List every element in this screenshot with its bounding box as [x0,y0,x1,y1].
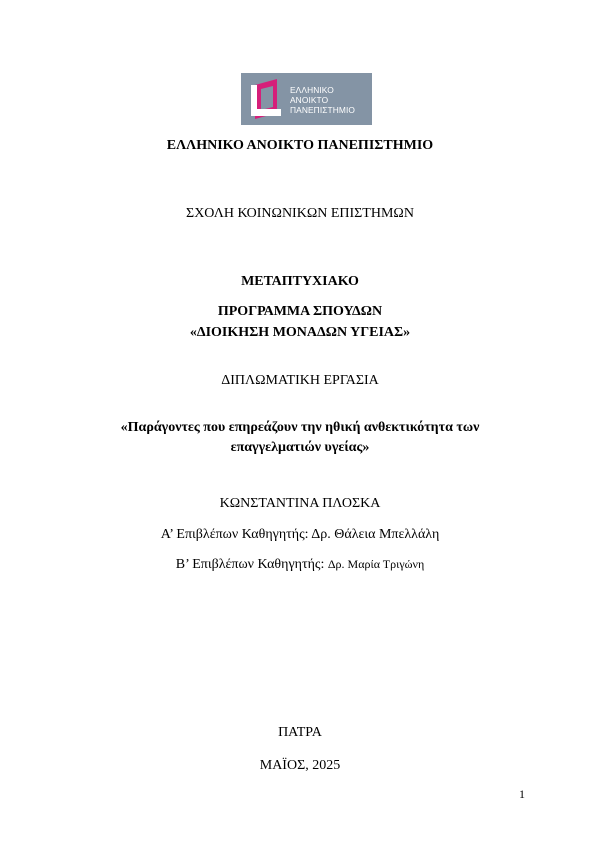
supervisor-role: Α’ Επιβλέπων Καθηγητής: [160,527,309,542]
university-name: ΕΛΛΗΝΙΚΟ ΑΝΟΙΚΤΟ ΠΑΝΕΠΙΣΤΗΜΙΟ [166,138,434,153]
logo-text-line: ΑΝΟΙΚΤΟ [290,95,329,105]
logo-mark-icon [251,79,285,119]
author-name: ΚΩΝΣΤΑΝΤΙΝΑ ΠΛΟΣΚΑ [219,496,381,511]
supervisor-name: Δρ. Μαρία Τριγώνη [327,557,425,571]
program-line-1: ΜΕΤΑΠΤΥΧΙΑΚΟ [241,274,359,289]
page-number: 1 [519,787,525,801]
thesis-title-line-2: επαγγελματιών υγείας» [230,440,370,455]
thesis-title-line-1: «Παράγοντες που επηρεάζουν την ηθική ανθεκτικότητα των [120,420,480,435]
thesis-type: ΔΙΠΛΩΜΑΤΙΚΗ ΕΡΓΑΣΙΑ [221,373,379,388]
program-line-3: «ΔΙΟΙΚΗΣΗ ΜΟΝΑΔΩΝ ΥΓΕΙΑΣ» [189,325,411,340]
university-logo [241,73,372,125]
city: ΠΑΤΡΑ [278,725,322,740]
logo-text [290,85,355,115]
school-name: ΣΧΟΛΗ ΚΟΙΝΩΝΙΚΩΝ ΕΠΙΣΤΗΜΩΝ [186,206,414,221]
logo-text-line: ΠΑΝΕΠΙΣΤΗΜΙΟ [290,105,356,115]
logo-text-line: ΕΛΛΗΝΙΚΟ [290,85,334,95]
supervisor-a [0,527,600,543]
supervisor-name: Δρ. Θάλεια Μπελλάλη [311,527,440,542]
program-line-2: ΠΡΟΓΡΑΜΜΑ ΣΠΟΥΔΩΝ [217,304,383,319]
supervisor-b [0,557,600,573]
date: ΜΑΪΟΣ, 2025 [259,758,341,773]
supervisor-role: Β’ Επιβλέπων Καθηγητής: [175,557,325,572]
